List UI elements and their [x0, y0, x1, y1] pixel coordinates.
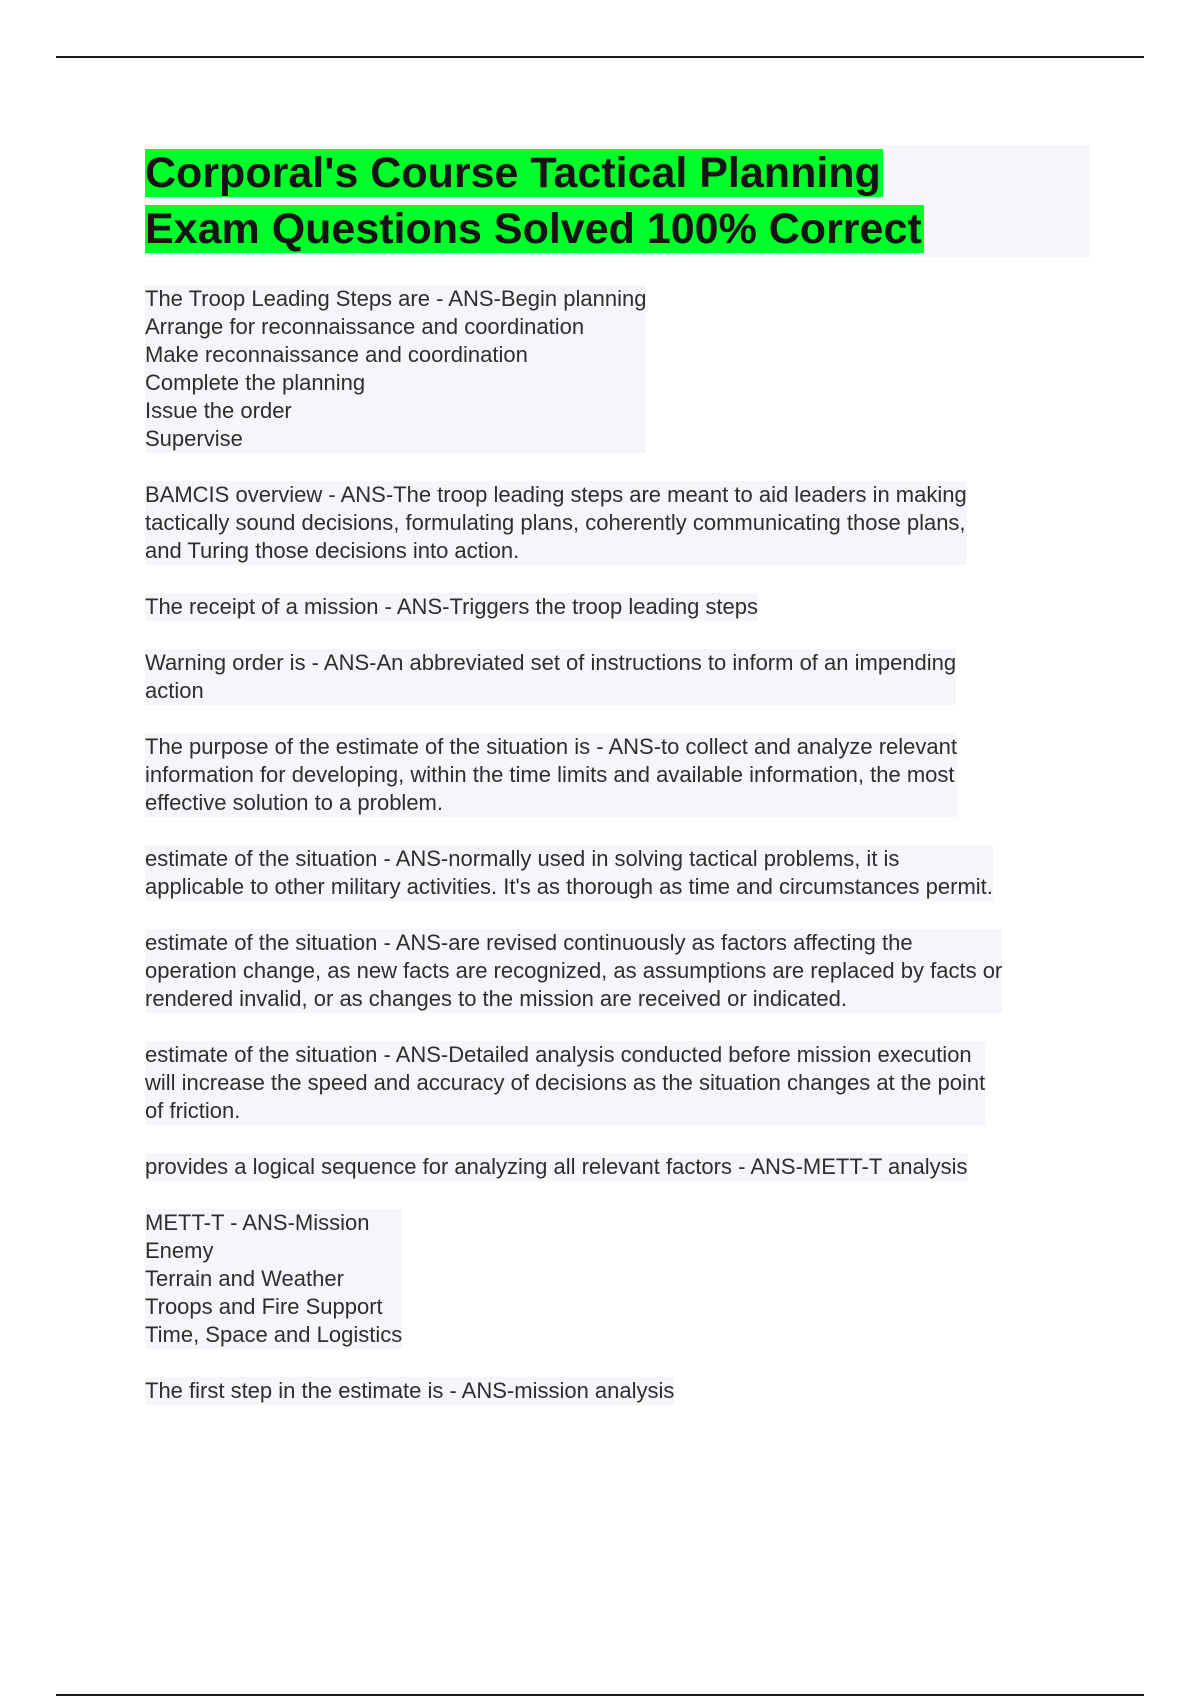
- qa-text-block: [145, 845, 993, 901]
- qa-item: [145, 1377, 1090, 1405]
- qa-line: Supervise: [145, 426, 243, 451]
- qa-line: Issue the order: [145, 398, 292, 423]
- qa-line: applicable to other military activities. It's as thorough as time and circumstances permit.: [145, 874, 993, 899]
- qa-line: Complete the planning: [145, 370, 366, 395]
- qa-item: [145, 929, 1090, 1013]
- qa-list: [145, 285, 1090, 1405]
- qa-line: Terrain and Weather: [145, 1266, 344, 1291]
- qa-line: The first step in the estimate is - ANS-mission analysis: [145, 1378, 675, 1403]
- qa-line: effective solution to a problem.: [145, 790, 443, 815]
- qa-item: [145, 1041, 1090, 1125]
- qa-line: estimate of the situation - ANS-normally used in solving tactical problems, it is: [145, 846, 900, 871]
- qa-item: [145, 845, 1090, 901]
- qa-line: will increase the speed and accuracy of decisions as the situation changes at the point: [145, 1070, 986, 1095]
- qa-text-block: [145, 1041, 985, 1125]
- qa-line: Troops and Fire Support: [145, 1294, 383, 1319]
- qa-line: operation change, as new facts are recognized, as assumptions are replaced by facts or: [145, 958, 1003, 983]
- qa-line: estimate of the situation - ANS-are revised continuously as factors affecting the: [145, 930, 913, 955]
- qa-text-block: [145, 929, 1002, 1013]
- qa-line: BAMCIS overview - ANS-The troop leading steps are meant to aid leaders in making: [145, 482, 967, 507]
- qa-line: and Turing those decisions into action.: [145, 538, 520, 563]
- qa-text-block: [145, 649, 956, 705]
- qa-item: [145, 1209, 1090, 1349]
- title-line-1: Corporal's Course Tactical Planning: [145, 149, 881, 197]
- qa-text-block: [145, 733, 957, 817]
- qa-line: Make reconnaissance and coordination: [145, 342, 528, 367]
- qa-line: Time, Space and Logistics: [145, 1322, 403, 1347]
- qa-line: METT-T - ANS-Mission: [145, 1210, 370, 1235]
- qa-line: information for developing, within the time limits and available information, the most: [145, 762, 955, 787]
- bottom-rule: [56, 1694, 1144, 1696]
- qa-item: [145, 285, 1090, 453]
- qa-text-block: [145, 1153, 968, 1181]
- top-rule: [56, 56, 1144, 58]
- qa-item: [145, 1153, 1090, 1181]
- qa-line: The receipt of a mission - ANS-Triggers the troop leading steps: [145, 594, 759, 619]
- qa-line: Warning order is - ANS-An abbreviated set of instructions to inform of an impending: [145, 650, 957, 675]
- qa-line: of friction.: [145, 1098, 241, 1123]
- qa-item: [145, 593, 1090, 621]
- qa-item: [145, 481, 1090, 565]
- qa-text-block: [145, 593, 758, 621]
- title-block: [145, 145, 1090, 257]
- document-title: [145, 145, 1090, 257]
- qa-line: The purpose of the estimate of the situation is - ANS-to collect and analyze relevant: [145, 734, 958, 759]
- qa-line: rendered invalid, or as changes to the mission are received or indicated.: [145, 986, 847, 1011]
- qa-item: [145, 733, 1090, 817]
- title-line-2: Exam Questions Solved 100% Correct: [145, 205, 922, 253]
- qa-line: Enemy: [145, 1238, 214, 1263]
- qa-line: Arrange for reconnaissance and coordination: [145, 314, 585, 339]
- qa-line: tactically sound decisions, formulating plans, coherently communicating those plans,: [145, 510, 966, 535]
- qa-line: estimate of the situation - ANS-Detailed analysis conducted before mission execution: [145, 1042, 972, 1067]
- qa-line: provides a logical sequence for analyzing all relevant factors - ANS-METT-T analysis: [145, 1154, 968, 1179]
- qa-line: The Troop Leading Steps are - ANS-Begin planning: [145, 286, 647, 311]
- qa-text-block: [145, 1377, 674, 1405]
- qa-text-block: [145, 285, 646, 453]
- document-body: [145, 145, 1090, 1433]
- qa-text-block: [145, 481, 967, 565]
- qa-line: action: [145, 678, 204, 703]
- qa-item: [145, 649, 1090, 705]
- qa-text-block: [145, 1209, 402, 1349]
